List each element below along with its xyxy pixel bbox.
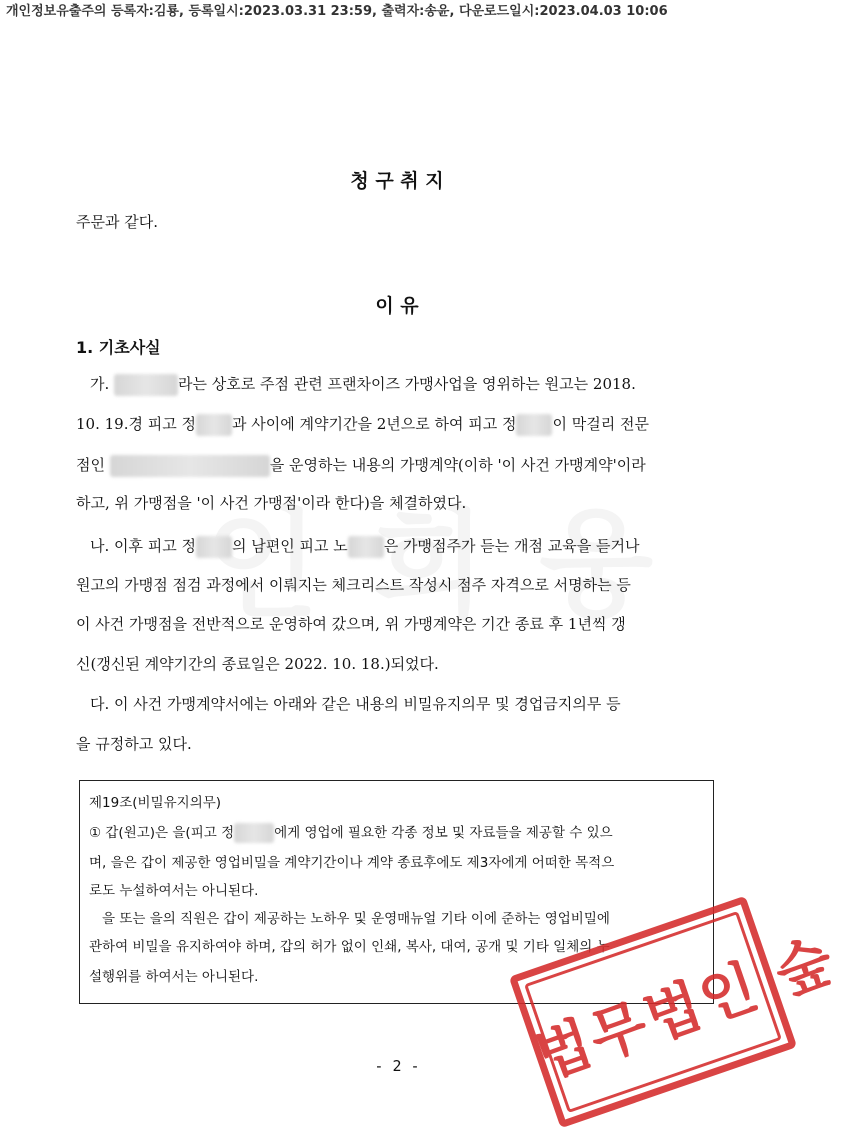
paragraph-text: 을 운영하는 내용의 가맹계약(이하 '이 사건 가맹계약'이라 bbox=[269, 456, 646, 474]
section-heading-basic-facts: 1. 기초사실 bbox=[76, 338, 161, 357]
clause-line-3: 로도 누설하여서는 아니된다. bbox=[89, 883, 259, 899]
claim-section-body: 주문과 같다. bbox=[76, 213, 158, 231]
paragraph-ga-line-3 bbox=[76, 455, 646, 477]
stamp-text: 법무법인 숲 bbox=[526, 925, 844, 1092]
paragraph-da-line-2: 을 규정하고 있다. bbox=[76, 735, 192, 753]
paragraph-text: 가. bbox=[90, 375, 115, 393]
redacted-block bbox=[234, 823, 274, 843]
paragraph-text: 이 막걸리 전문 bbox=[552, 415, 649, 433]
clause-line-2: 며, 을은 갑이 제공한 영업비밀을 계약기간이나 계약 종료후에도 제3자에게 어떠한 목적으 bbox=[89, 855, 615, 871]
redacted-block bbox=[114, 374, 178, 396]
clause-title: 제19조(비밀유지의무) bbox=[89, 795, 222, 811]
paragraph-text: 점인 bbox=[76, 456, 110, 474]
redacted-block bbox=[196, 536, 232, 558]
paragraph-na-line-1 bbox=[90, 536, 639, 558]
page-number: - 2 - bbox=[374, 1057, 420, 1075]
redacted-block bbox=[348, 536, 384, 558]
clause-line-6: 설행위를 하여서는 아니된다. bbox=[89, 969, 259, 985]
paragraph-da-line-1: 다. 이 사건 가맹계약서에는 아래와 같은 내용의 비밀유지의무 및 경업금지의무 등 bbox=[90, 695, 621, 713]
paragraph-ga-line-1 bbox=[90, 374, 636, 396]
paragraph-text: 과 사이에 계약기간을 2년으로 하여 피고 정 bbox=[231, 415, 517, 433]
paragraph-ga-line-4: 하고, 위 가맹점을 '이 사건 가맹점'이라 한다)을 체결하였다. bbox=[76, 494, 467, 512]
clause-line-4: 을 또는 을의 직원은 갑이 제공하는 노하우 및 운영매뉴얼 기타 이에 준하는 영업비밀에 bbox=[102, 911, 610, 927]
clause-text: ① 갑(원고)은 을(피고 정 bbox=[89, 825, 235, 841]
paragraph-na-line-2: 원고의 가맹점 점검 과정에서 이뤄지는 체크리스트 작성시 점주 자격으로 서명하는 등 bbox=[76, 576, 631, 594]
download-info-header: 개인정보유출주의 등록자:김룡, 등록일시:2023.03.31 23:59, 출력자:송윤, 다운로드일시:2023.04.03 10:06 bbox=[6, 4, 668, 19]
paragraph-ga-line-2 bbox=[76, 414, 649, 436]
redacted-block bbox=[516, 414, 552, 436]
claim-section-title: 청 구 취 지 bbox=[350, 170, 444, 192]
paragraph-na-line-3: 이 사건 가맹점을 전반적으로 운영하여 갔으며, 위 가맹계약은 기간 종료 후 1년씩 갱 bbox=[76, 615, 626, 633]
paragraph-text: 10. 19.경 피고 정 bbox=[76, 415, 196, 433]
clause-text: 에게 영업에 필요한 각종 정보 및 자료들을 제공할 수 있으 bbox=[274, 825, 613, 841]
paragraph-na-line-4: 신(갱신된 계약기간의 종료일은 2022. 10. 18.)되었다. bbox=[76, 655, 439, 673]
reason-section-title: 이 유 bbox=[375, 295, 419, 317]
clause-line-1 bbox=[89, 823, 613, 843]
paragraph-text: 의 남편인 피고 노 bbox=[232, 537, 348, 555]
paragraph-text: 은 가맹점주가 듣는 개점 교육을 듣거나 bbox=[383, 537, 640, 555]
paragraph-text: 나. 이후 피고 정 bbox=[90, 537, 197, 555]
clause-line-5: 관하여 비밀을 유지하여야 하며, 갑의 허가 없이 인쇄, 복사, 대여, 공개 및 기타 일체의 누 bbox=[89, 939, 610, 955]
redacted-block bbox=[196, 414, 232, 436]
redacted-block bbox=[110, 455, 270, 477]
paragraph-text: 라는 상호로 주점 관련 프랜차이즈 가맹사업을 영위하는 원고는 2018. bbox=[178, 375, 636, 393]
